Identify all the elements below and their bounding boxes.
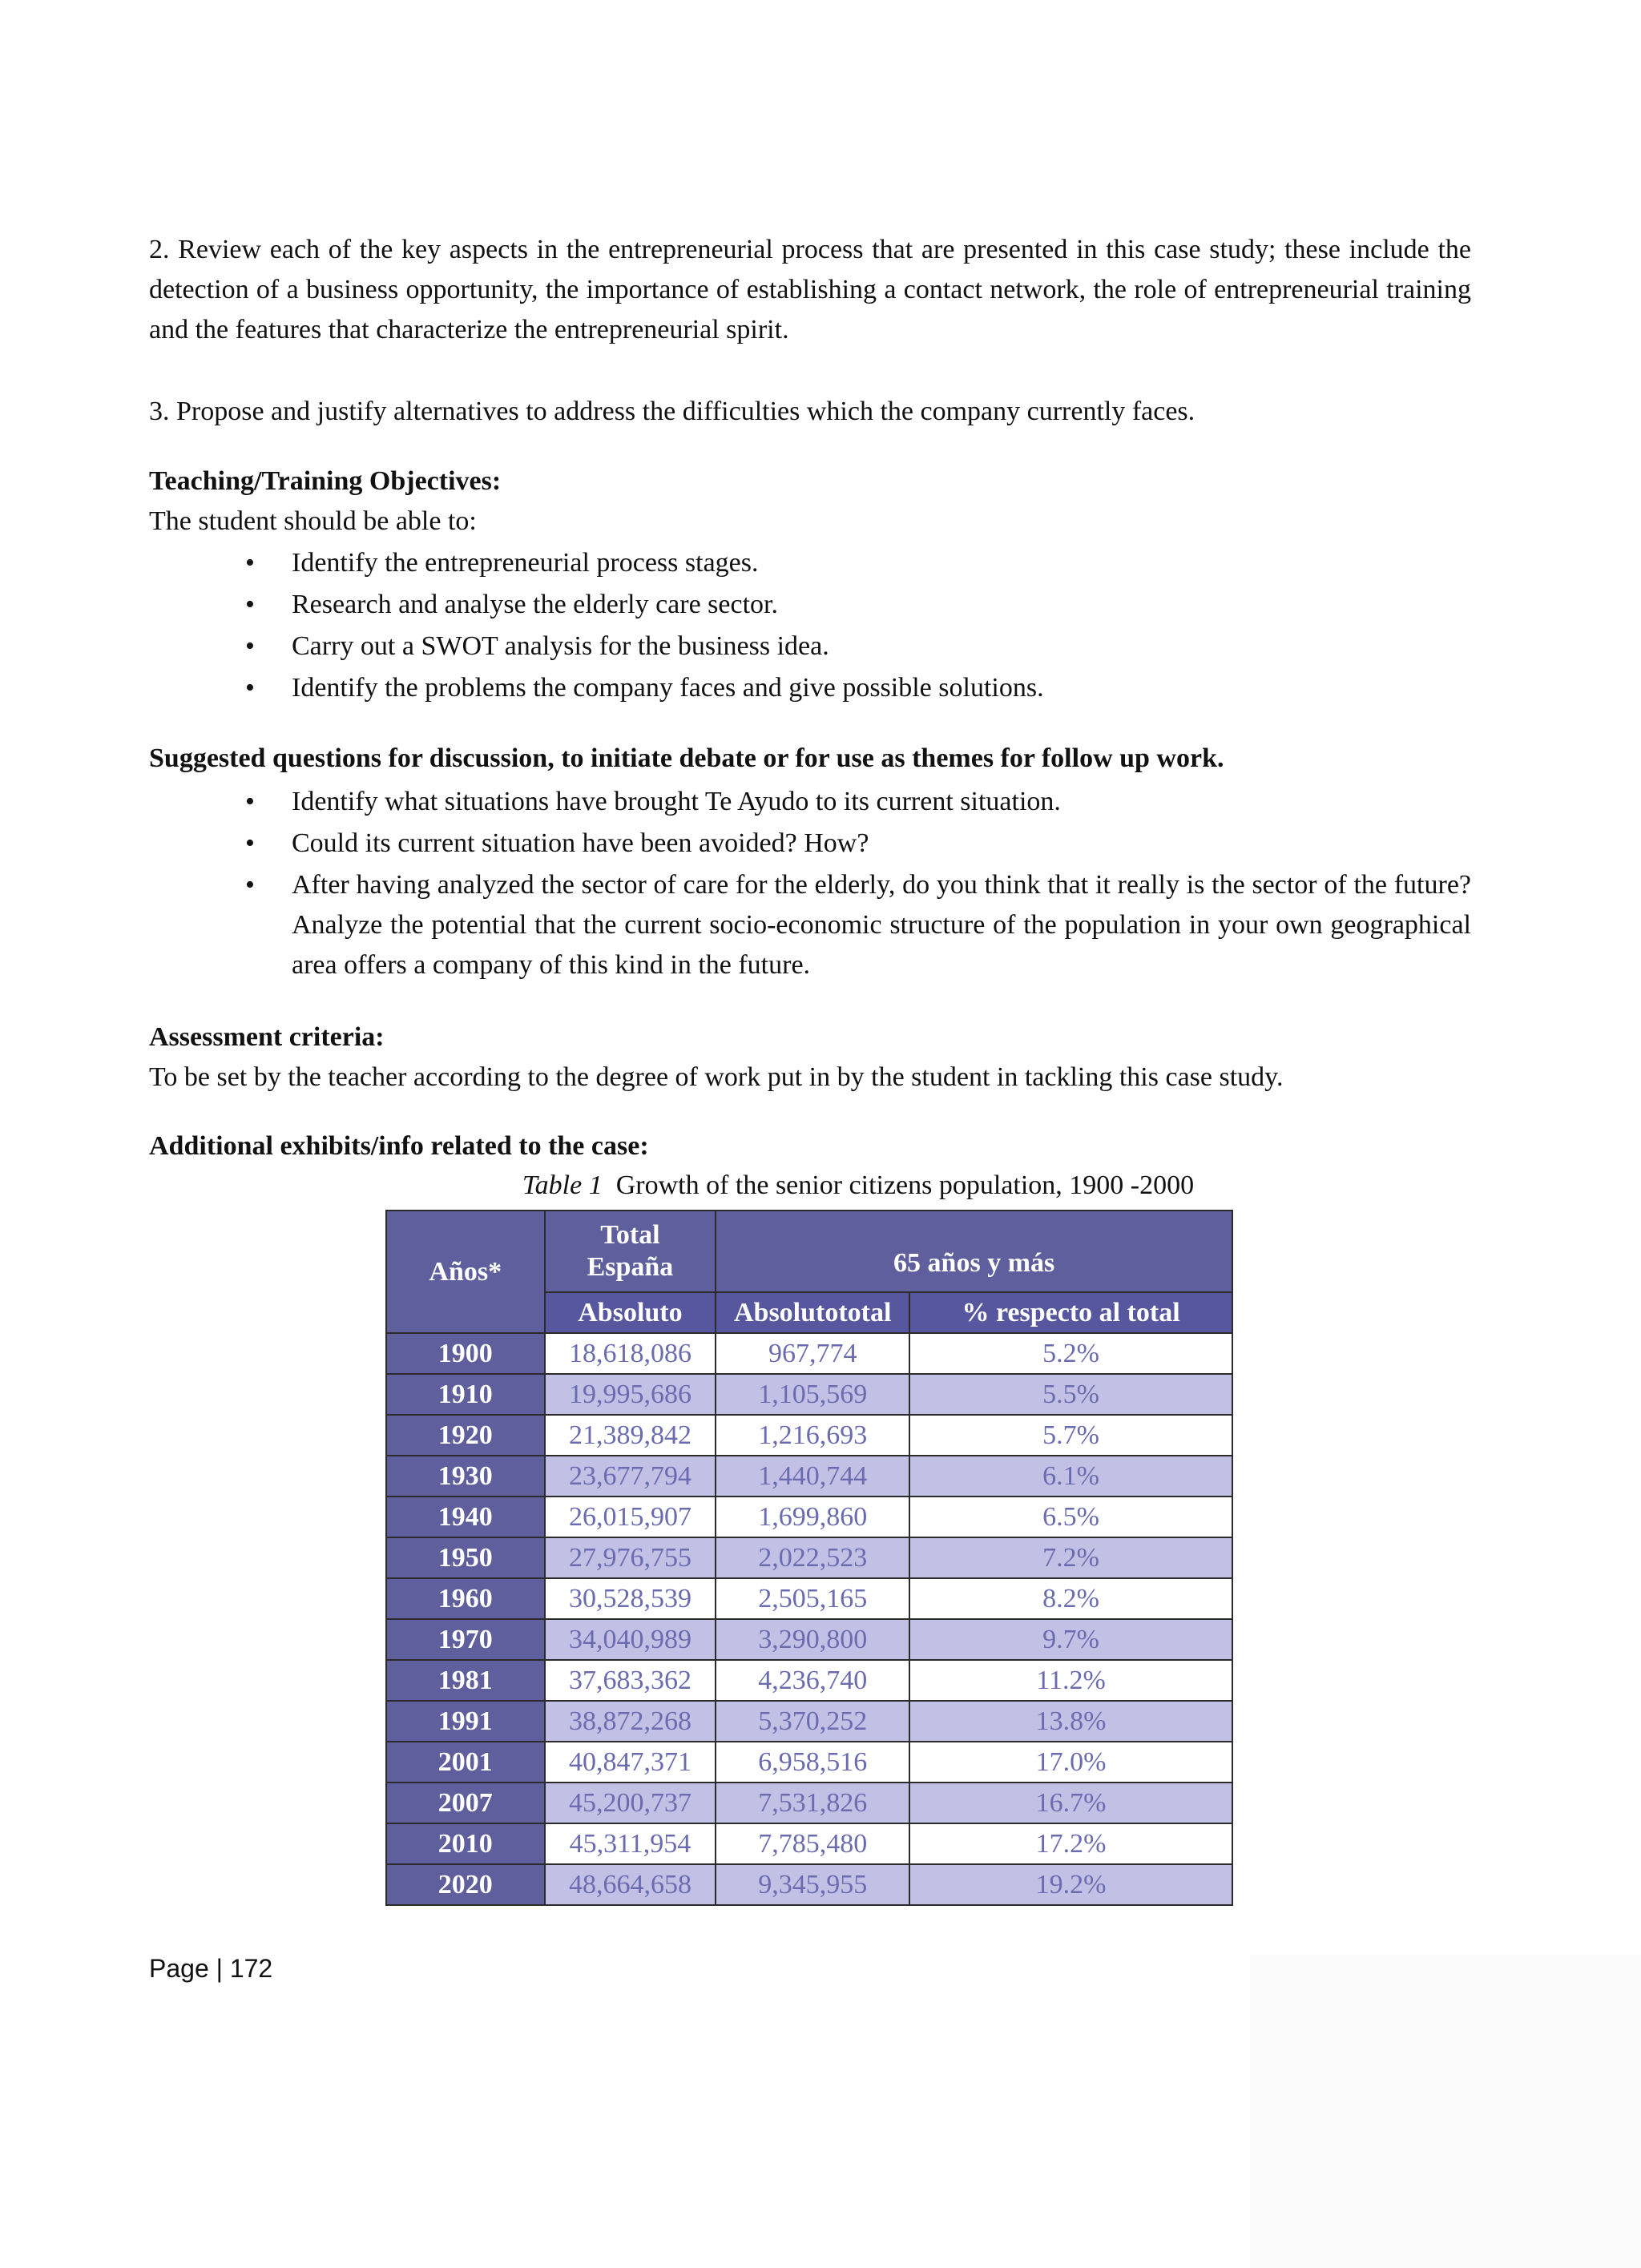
total-cell: 30,528,539 [545, 1578, 716, 1619]
table-row [386, 1864, 1232, 1905]
percent-cell: 5.7% [909, 1415, 1232, 1456]
absolute-cell: 7,785,480 [716, 1823, 909, 1864]
header-absolutototal: Absolutototal [716, 1292, 909, 1333]
item-2-paragraph: 2. Review each of the key aspects in the entrepreneurial process that are presented in this case study; these include the detection of a business opportunity, the importance of establishing a contact network, the role of entrepreneurial training and the features that characterize the entrepreneurial spirit. [149, 235, 1471, 344]
total-cell: 18,618,086 [545, 1333, 716, 1374]
population-table [385, 1210, 1233, 1906]
page-corner-shade [1250, 1955, 1641, 2268]
table-caption-text: Growth of the senior citizens population, 1900 -2000 [615, 1170, 1195, 1200]
percent-cell: 6.5% [909, 1497, 1232, 1537]
questions-list [149, 782, 1471, 987]
objective-item: • Identify the entrepreneurial process stages. [149, 542, 1471, 584]
total-cell: 34,040,989 [545, 1619, 716, 1660]
table-body [386, 1333, 1232, 1905]
absolute-cell: 7,531,826 [716, 1783, 909, 1823]
percent-cell: 7.2% [909, 1537, 1232, 1578]
year-cell: 1960 [386, 1578, 545, 1619]
objective-item: • Carry out a SWOT analysis for the business idea. [149, 626, 1471, 667]
header-pct: % respecto al total [909, 1292, 1232, 1333]
absolute-cell: 6,958,516 [716, 1742, 909, 1783]
total-cell: 27,976,755 [545, 1537, 716, 1578]
absolute-cell: 2,505,165 [716, 1578, 909, 1619]
absolute-cell: 9,345,955 [716, 1864, 909, 1905]
total-cell: 48,664,658 [545, 1864, 716, 1905]
total-cell: 45,200,737 [545, 1783, 716, 1823]
objective-item: • Identify the problems the company faces and give possible solutions. [149, 667, 1471, 709]
questions-heading: Suggested questions for discussion, to initiate debate or for use as themes for follow up work. [149, 743, 1224, 773]
absolute-cell: 5,370,252 [716, 1701, 909, 1742]
total-cell: 23,677,794 [545, 1456, 716, 1497]
page-label: Page [149, 1954, 209, 1983]
absolute-cell: 1,699,860 [716, 1497, 909, 1537]
year-cell: 2020 [386, 1864, 545, 1905]
year-cell: 1920 [386, 1415, 545, 1456]
table-row [386, 1456, 1232, 1497]
table-row [386, 1823, 1232, 1864]
table-row [386, 1578, 1232, 1619]
percent-cell: 19.2% [909, 1864, 1232, 1905]
total-cell: 21,389,842 [545, 1415, 716, 1456]
bullet-icon: • [245, 548, 255, 578]
header-total-line2: España [587, 1252, 674, 1282]
percent-cell: 17.2% [909, 1823, 1232, 1864]
percent-cell: 13.8% [909, 1701, 1232, 1742]
page-separator: | [216, 1954, 223, 1983]
total-cell: 38,872,268 [545, 1701, 716, 1742]
total-cell: 45,311,954 [545, 1823, 716, 1864]
table-row [386, 1415, 1232, 1456]
percent-cell: 11.2% [909, 1660, 1232, 1701]
absolute-cell: 3,290,800 [716, 1619, 909, 1660]
page-footer [149, 1951, 272, 1986]
percent-cell: 9.7% [909, 1619, 1232, 1660]
percent-cell: 5.5% [909, 1374, 1232, 1415]
table-caption-number: Table 1 [522, 1170, 603, 1200]
question-item: • Identify what situations have brought Te Ayudo to its current situation. [149, 782, 1471, 822]
header-years: Años* [386, 1211, 545, 1333]
assessment-heading: Assessment criteria: [149, 1022, 385, 1052]
table-row [386, 1701, 1232, 1742]
percent-cell: 8.2% [909, 1578, 1232, 1619]
absolute-cell: 2,022,523 [716, 1537, 909, 1578]
absolute-cell: 1,105,569 [716, 1374, 909, 1415]
total-cell: 19,995,686 [545, 1374, 716, 1415]
header-total [545, 1211, 716, 1292]
table-caption [149, 1166, 1471, 1206]
objectives-heading: Teaching/Training Objectives: [149, 466, 502, 496]
assessment-text: To be set by the teacher according to the degree of work put in by the student in tackling this case study. [149, 1062, 1284, 1092]
year-cell: 2010 [386, 1823, 545, 1864]
percent-cell: 16.7% [909, 1783, 1232, 1823]
bullet-icon: • [245, 870, 255, 900]
bullet-icon: • [245, 590, 255, 619]
table-row [386, 1333, 1232, 1374]
year-cell: 2007 [386, 1783, 545, 1823]
year-cell: 2001 [386, 1742, 545, 1783]
bullet-icon: • [245, 673, 255, 703]
year-cell: 1950 [386, 1537, 545, 1578]
table-row [386, 1619, 1232, 1660]
item-3-paragraph: 3. Propose and justify alternatives to address the difficulties which the company currently faces. [149, 397, 1195, 426]
table-row [386, 1660, 1232, 1701]
page-number: 172 [229, 1954, 273, 1983]
table-row [386, 1537, 1232, 1578]
bullet-icon: • [245, 828, 255, 858]
year-cell: 1991 [386, 1701, 545, 1742]
percent-cell: 17.0% [909, 1742, 1232, 1783]
objective-item: • Research and analyse the elderly care sector. [149, 584, 1471, 626]
total-cell: 26,015,907 [545, 1497, 716, 1537]
header-absoluto: Absoluto [545, 1292, 716, 1333]
year-cell: 1910 [386, 1374, 545, 1415]
exhibits-heading: Additional exhibits/info related to the case: [149, 1131, 649, 1161]
percent-cell: 6.1% [909, 1456, 1232, 1497]
total-cell: 37,683,362 [545, 1660, 716, 1701]
objectives-list [149, 542, 1471, 709]
year-cell: 1900 [386, 1333, 545, 1374]
absolute-cell: 4,236,740 [716, 1660, 909, 1701]
absolute-cell: 967,774 [716, 1333, 909, 1374]
question-item: • After having analyzed the sector of care for the elderly, do you think that it really is the sector of the future? Analyze the potential that the current socio-economic structure of the population in your own geographical area offers a company of this kind in the future. [149, 865, 1471, 985]
table-header-row [386, 1211, 1232, 1292]
year-cell: 1930 [386, 1456, 545, 1497]
percent-cell: 5.2% [909, 1333, 1232, 1374]
absolute-cell: 1,216,693 [716, 1415, 909, 1456]
year-cell: 1940 [386, 1497, 545, 1537]
table-row [386, 1497, 1232, 1537]
bullet-icon: • [245, 631, 255, 661]
year-cell: 1970 [386, 1619, 545, 1660]
header-total-line1: Total [600, 1220, 660, 1250]
bullet-icon: • [245, 787, 255, 816]
header-group: 65 años y más [716, 1211, 1232, 1292]
objectives-intro: The student should be able to: [149, 506, 477, 536]
year-cell: 1981 [386, 1660, 545, 1701]
table-row [386, 1374, 1232, 1415]
table-row [386, 1742, 1232, 1783]
total-cell: 40,847,371 [545, 1742, 716, 1783]
question-item: • Could its current situation have been avoided? How? [149, 824, 1471, 864]
table-row [386, 1783, 1232, 1823]
absolute-cell: 1,440,744 [716, 1456, 909, 1497]
